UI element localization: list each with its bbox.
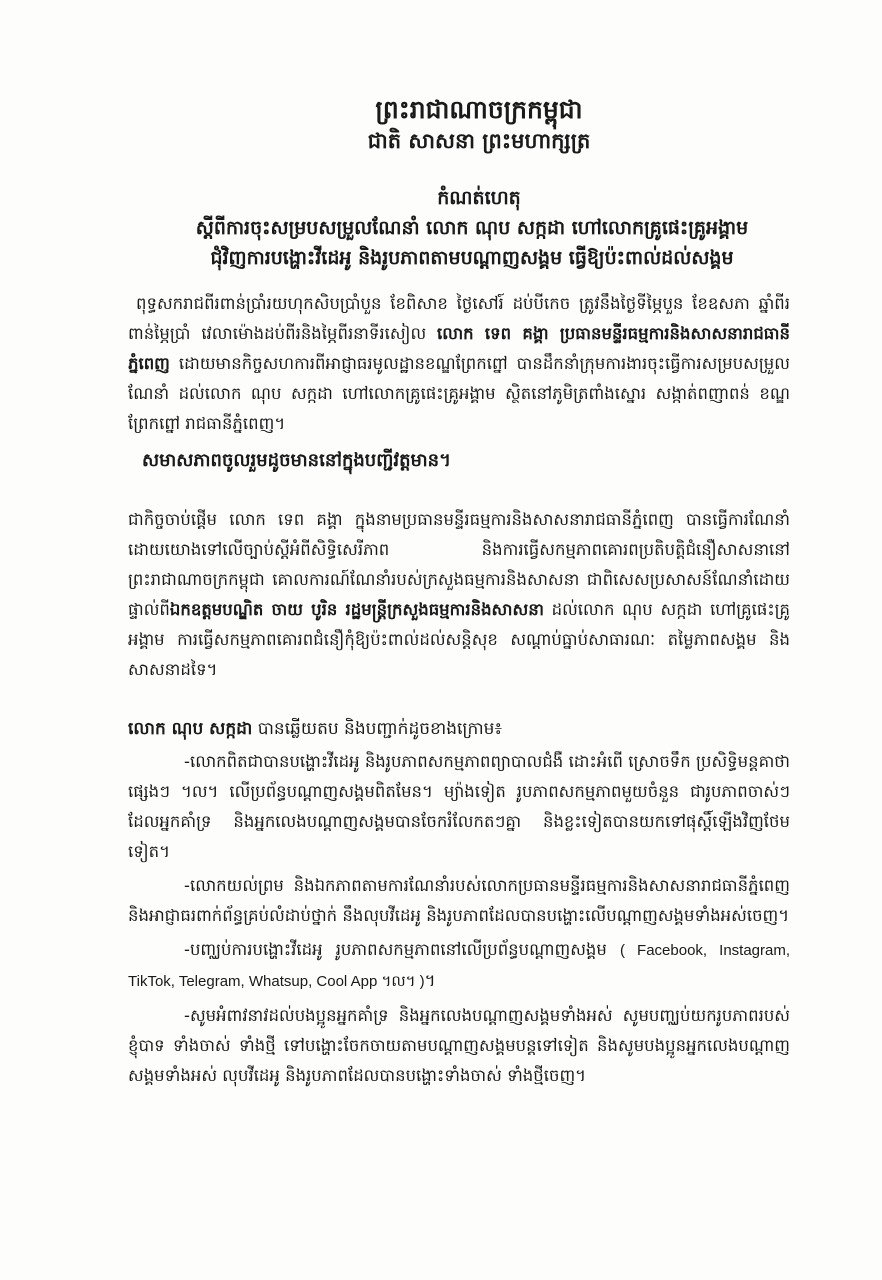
subject-line-1: ស្តីពីការចុះសម្របសម្រួលណែនាំ លោក ណុប សក្កដា ហៅលោកគ្រូផេះគ្រូអង្គាម <box>195 217 749 239</box>
kingdom-heading: ព្រះរាជាណាចក្រកម្ពុជា <box>375 95 583 124</box>
minister-name: ឯកឧត្តមបណ្ឌិត ចាយ បូរិន រដ្ឋមន្ត្រីក្រសួងធម្មការនិងសាសនា <box>169 600 544 619</box>
bullet-item-2: -លោកយល់ព្រម និងឯកភាពតាមការណែនាំរបស់លោកប្រធានមន្ទីរធម្មការនិងសាសនារាជធានីភ្នំពេញ និងអាជ្ញាធរពាក់ព័ន្ធគ្រប់លំដាប់ថ្នាក់ នឹងលុបវីដេអូ និងរូបភាពដែលបានបង្ហោះលើបណ្តាញសង្គមទាំងអស់ចេញ។ <box>128 876 790 925</box>
paragraph-date-and-visit <box>128 289 790 439</box>
official-name: លោក ទេព គង្គា ប្រធានមន្ទីរធម្មការនិងសាសនារាជធានីភ្នំពេញ <box>128 324 790 373</box>
response-lead: បានឆ្លើយតប និងបញ្ជាក់ដូចខាងក្រោម៖ <box>257 719 502 739</box>
paragraph1-part2: ដោយមានកិច្ចសហការពីអាជ្ញាធរមូលដ្ឋានខណ្ឌព្រែកព្នៅ បានដឹកនាំក្រុមការងារចុះធ្វើការសម្របសម្រួលណែនាំ ដល់លោក ណុប សក្កដា ហៅលោកគ្រូផេះគ្រូអង្គាម ស្ថិតនៅភូមិត្រពាំងស្នោរ សង្កាត់ពញាពន់ ខណ្ឌព្រែកព្នៅ រាជធានីភ្នំពេញ។ <box>128 354 790 433</box>
paragraph1-part1: ពុទ្ធសករាជពីរពាន់ប្រាំរយហុកសិបប្រាំបួន ខែពិសាខ ថ្ងៃសៅរ៍ ដប់បីកេច ត្រូវនឹងថ្ងៃទីម្ភៃបួន ខែឧសភា ឆ្នាំពីរពាន់ម្ភៃប្រាំ វេលាម៉ោងដប់ពីរនិងម្ភៃពីរនាទីរសៀល <box>128 294 790 343</box>
national-motto: ជាតិ សាសនា ព្រះមហាក្សត្រ <box>367 129 591 153</box>
bullet-3-text: -បញ្ឈប់ការបង្ហោះវីដេអូ រូបភាពសកម្មភាពនៅលើប្រព័ន្ធបណ្តាញសង្គម <box>184 940 607 959</box>
platform-list: ( Facebook, Instagram, TikTok, Telegram, Whatsup, Cool App ។ល។ ) <box>128 942 791 990</box>
attendees-heading: សមាសភាពចូលរួមដូចមាននៅក្នុងបញ្ជីវត្តមាន។ <box>142 450 451 471</box>
respondent-name: លោក ណុប សក្កដា <box>128 719 253 739</box>
document-title: កំណត់ហេតុ <box>437 187 521 209</box>
paragraph-guidance <box>128 505 790 685</box>
response-heading <box>128 715 790 743</box>
paragraph2-part2: ដល់លោក ណុប សក្កដា ហៅគ្រូផេះគ្រូអង្គាម ការធ្វើសកម្មភាពគោរពជំនឿកុំឱ្យប៉ះពាល់ដល់សន្តិសុខ សណ្តាប់ធ្នាប់សាធារណៈ តម្លៃភាពសង្គម និងសាសនាដទៃ។ <box>128 600 790 679</box>
bullet-item-1: -លោកពិតជាបានបង្ហោះវីដេអូ និងរូបភាពសកម្មភាពព្យាបាលជំងឺ ដោះអំពើ ស្រោចទឹក ប្រសិទ្ធិមន្តគាថាផ្សេងៗ ។ល។ លើប្រព័ន្ធបណ្តាញសង្គមពិតមែន។ ម្យ៉ាងទៀត រូបភាពសកម្មភាពមួយចំនួន ជារូបភាពចាស់ៗដែលអ្នកគាំទ្រ និងអ្នកលេងបណ្តាញសង្គមបានចែករំលែកតៗគ្នា និងខ្លះទៀតបានយកទៅផុស្តិ៍ឡើងវិញថែមទៀត។ <box>128 752 790 861</box>
bullet-item-4: -សូមអំពាវនាវដល់បងប្អូនអ្នកគាំទ្រ និងអ្នកលេងបណ្តាញសង្គមទាំងអស់ សូមបញ្ឈប់យករូបភាពរបស់ខ្ញុំបាទ ទាំងចាស់ ទាំងថ្មី ទៅបង្ហោះចែកចាយតាមបណ្តាញសង្គមបន្តទៅទៀត និងសូមបងប្អូនអ្នកលេងបណ្តាញសង្គមទាំងអស់ លុបវីដេអូ និងរូបភាពដែលបានបង្ហោះទាំងចាស់ ទាំងថ្មីចេញ។ <box>128 1006 790 1085</box>
bullet-item-3 <box>128 935 790 997</box>
bullet-3-end: ។ <box>424 971 436 990</box>
subject-line-2: ជុំវិញការបង្ហោះវីដេអូ និងរូបភាពតាមបណ្តាញសង្គម ធ្វើឱ្យប៉ះពាល់ដល់សង្គម <box>210 247 734 269</box>
paragraph2-part1: ជាកិច្ចចាប់ផ្តើម លោក ទេព គង្គា ក្នុងនាមប្រធានមន្ទីរធម្មការនិងសាសនារាជធានីភ្នំពេញ បានធ្វើការណែនាំ ដោយយោងទៅលើច្បាប់ស្តីអំពីសិទ្ធិសេរីភាព និងការធ្វើសកម្មភាពគោរពប្រតិបត្តិជំនឿសាសនានៅព្រះរាជាណាចក្រកម្ពុជា គោលការណ៍ណែនាំរបស់ក្រសួងធម្មការនិងសាសនា ជាពិសេសប្រសាសន៍ណែនាំដោយផ្ទាល់ពី <box>128 510 790 619</box>
